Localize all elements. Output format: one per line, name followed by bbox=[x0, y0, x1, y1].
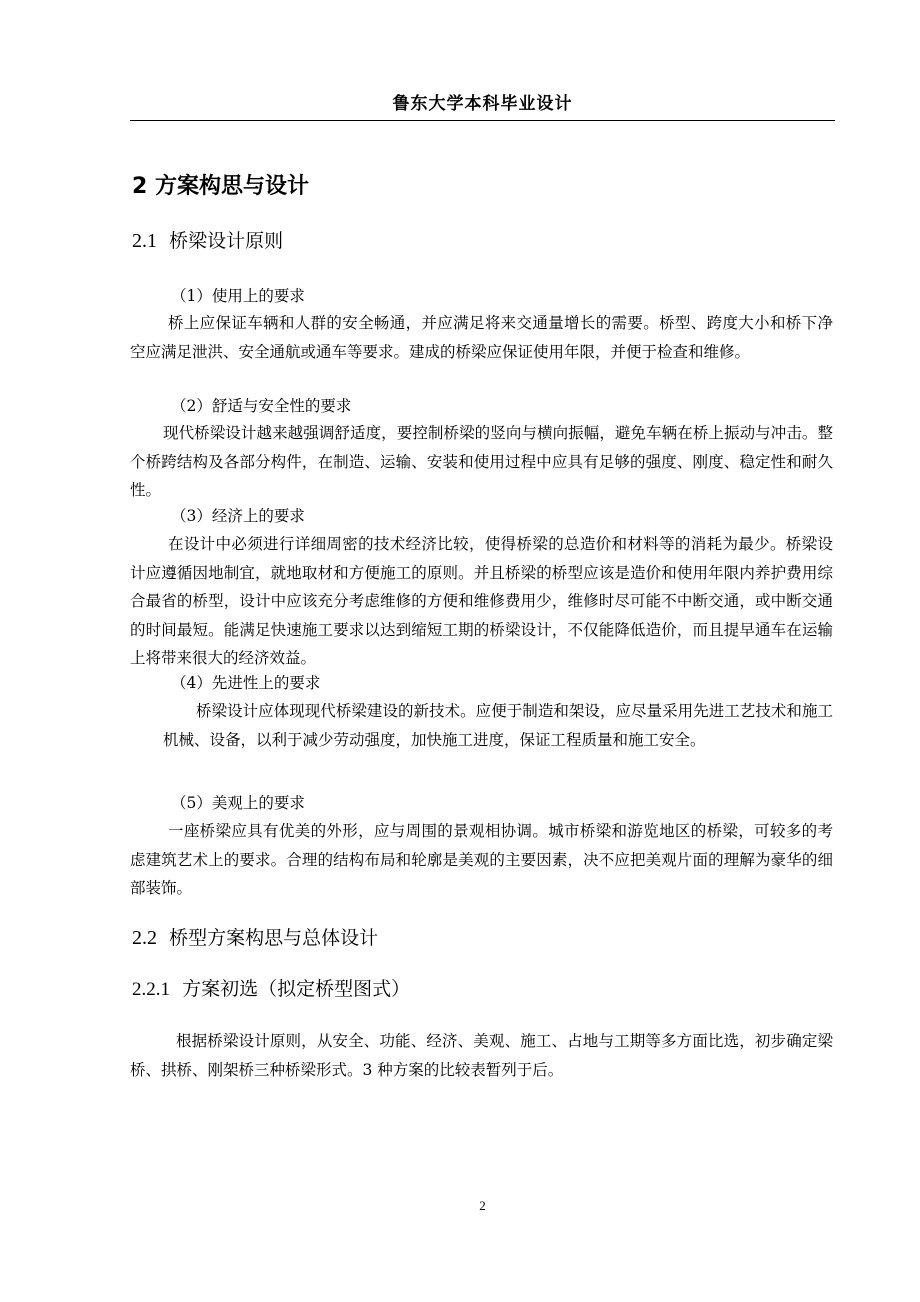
requirement-label: （5）美观上的要求 bbox=[171, 794, 305, 812]
requirement-paragraph: 一座桥梁应具有优美的外形，应与周围的景观相协调。城市桥梁和游览地区的桥梁，可较多的考虑建筑艺术上的要求。合理的结构布局和轮廓是美观的主要因素，决不应把美观片面的理解为豪华的细部装饰。 bbox=[130, 822, 833, 897]
requirement-paragraph: 现代桥梁设计越来越强调舒适度，要控制桥梁的竖向与横向振幅，避免车辆在桥上振动与冲击。整个桥跨结构及各部分构件，在制造、运输、安装和使用过程中应具有足够的强度、刚度、稳定性和耐久性。 bbox=[130, 424, 833, 499]
section-heading-2-1 bbox=[132, 227, 283, 255]
section-number: 2.1 bbox=[132, 230, 157, 252]
section-number: 2.2 bbox=[132, 927, 157, 949]
page-number: 2 bbox=[479, 1198, 486, 1213]
header-rule bbox=[130, 120, 835, 121]
requirement-paragraph: 在设计中必须进行详细周密的技术经济比较，使得桥梁的总造价和材料等的消耗为最少。桥梁设计应遵循因地制宜，就地取材和方便施工的原则。并且桥梁的桥型应该是造价和使用年限内养护费用综合最省的桥型，设计中应该充分考虑维修的方便和维修费用少，维修时尽可能不中断交通，或中断交通的时间最短。能满足快速施工要求以达到缩短工期的桥梁设计，不仅能降低造价，而且提早通车在运输上将带来很大的经济效益。 bbox=[130, 535, 833, 667]
section-heading-2-2 bbox=[132, 924, 378, 952]
subsection-heading-2-2-1 bbox=[132, 975, 410, 1004]
section-title: 桥梁设计原则 bbox=[169, 230, 284, 252]
requirement-label: （4）先进性上的要求 bbox=[171, 674, 321, 692]
requirement-label: （3）经济上的要求 bbox=[171, 507, 305, 525]
requirement-label: （1）使用上的要求 bbox=[171, 287, 305, 305]
section-title: 桥型方案构思与总体设计 bbox=[169, 927, 379, 949]
requirement-label: （2）舒适与安全性的要求 bbox=[171, 397, 352, 415]
subsection-number: 2.2.1 bbox=[132, 979, 170, 1000]
requirement-paragraph: 桥梁设计应体现现代桥梁建设的新技术。应便于制造和架设，应尽量采用先进工艺技术和施工机械、设备，以利于减少劳动强度，加快施工进度，保证工程质量和施工安全。 bbox=[163, 702, 833, 749]
running-header: 鲁东大学本科毕业设计 bbox=[392, 94, 573, 114]
subsection-title: 方案初选（拟定桥型图式） bbox=[182, 978, 411, 1000]
body-paragraph: 根据桥梁设计原则，从安全、功能、经济、美观、施工、占地与工期等多方面比选，初步确定梁桥、拱桥、刚架桥三种桥梁形式。3 种方案的比较表暂列于后。 bbox=[130, 1032, 833, 1079]
chapter-title: 2 方案构思与设计 bbox=[132, 174, 309, 199]
requirement-paragraph: 桥上应保证车辆和人群的安全畅通，并应满足将来交通量增长的需要。桥型、跨度大小和桥下净空应满足泄洪、安全通航或通车等要求。建成的桥梁应保证使用年限，并便于检查和维修。 bbox=[130, 314, 833, 361]
